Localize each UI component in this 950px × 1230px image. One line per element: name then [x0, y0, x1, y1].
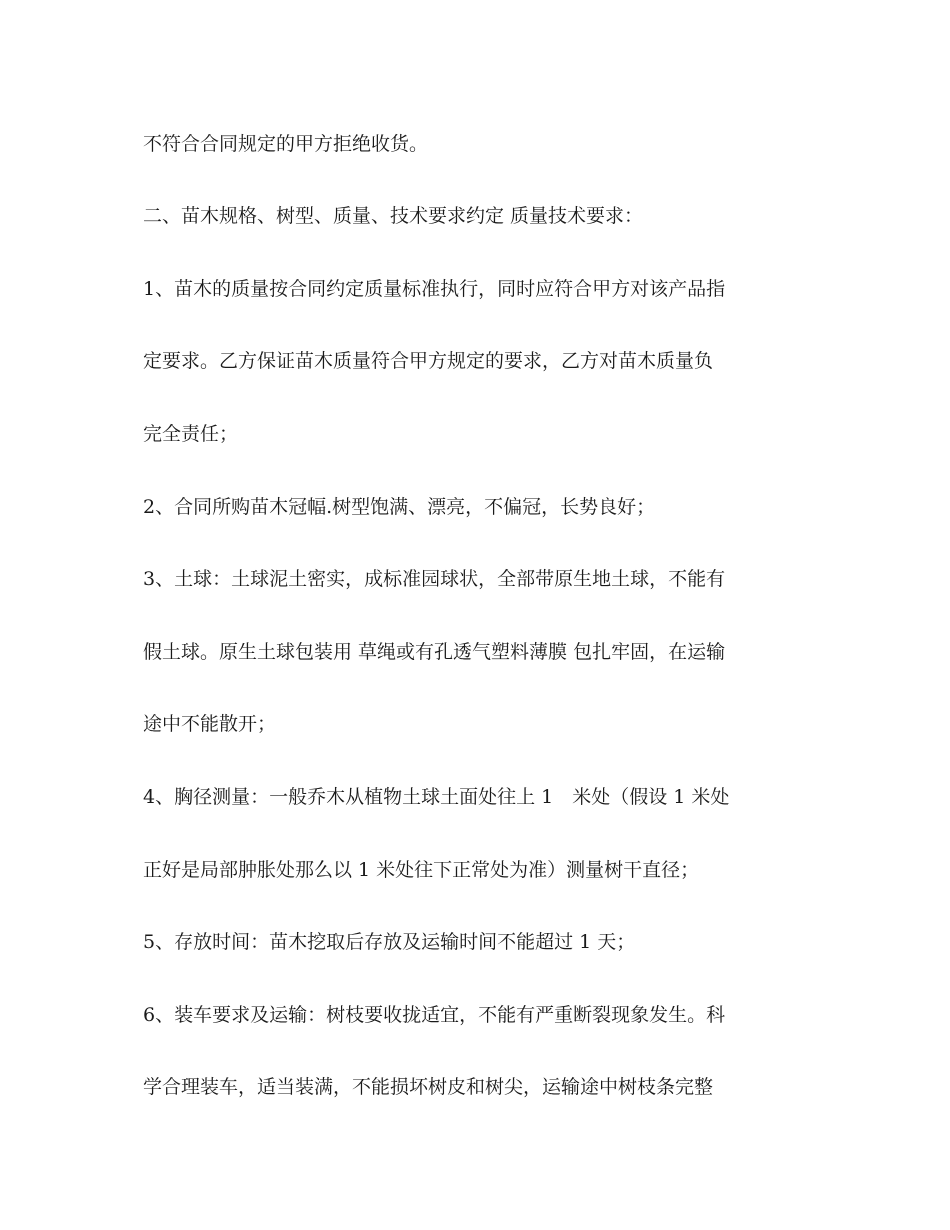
text-line-3: 1、苗木的质量按合同约定质量标准执行，同时应符合甲方对该产品指 [143, 278, 726, 300]
text-line-1: 不符合合同规定的甲方拒绝收货。 [143, 133, 429, 155]
text-line-12: 5、存放时间：苗木挖取后存放及运输时间不能超过 1 天； [143, 931, 636, 953]
text-line-8: 假土球。原生土球包装用 草绳或有孔透气塑料薄膜 包扎牢固，在运输 [143, 641, 726, 663]
text-line-5: 完全责任； [143, 423, 239, 445]
text-line-6: 2、合同所购苗木冠幅.树型饱满、漂亮，不偏冠，长势良好； [143, 496, 656, 518]
text-line-13: 6、装车要求及运输：树枝要收拢适宜，不能有严重断裂现象发生。科 [143, 1004, 726, 1026]
text-line-7: 3、土球：土球泥土密实，成标准园球状，全部带原生地土球，不能有 [143, 568, 726, 590]
text-line-2: 二、苗木规格、树型、质量、技术要求约定 质量技术要求： [143, 205, 644, 227]
text-line-11: 正好是局部肿胀处那么以 1 米处往下正常处为准）测量树干直径； [143, 859, 700, 881]
text-line-14: 学合理装车，适当装满，不能损坏树皮和树尖，运输途中树枝条完整 [143, 1076, 714, 1098]
text-line-4: 定要求。乙方保证苗木质量符合甲方规定的要求，乙方对苗木质量负 [143, 350, 714, 372]
text-line-9: 途中不能散开； [143, 713, 277, 735]
text-line-10: 4、胸径测量：一般乔木从植物土球土面处往上 1 米处（假设 1 米处 [143, 786, 730, 808]
